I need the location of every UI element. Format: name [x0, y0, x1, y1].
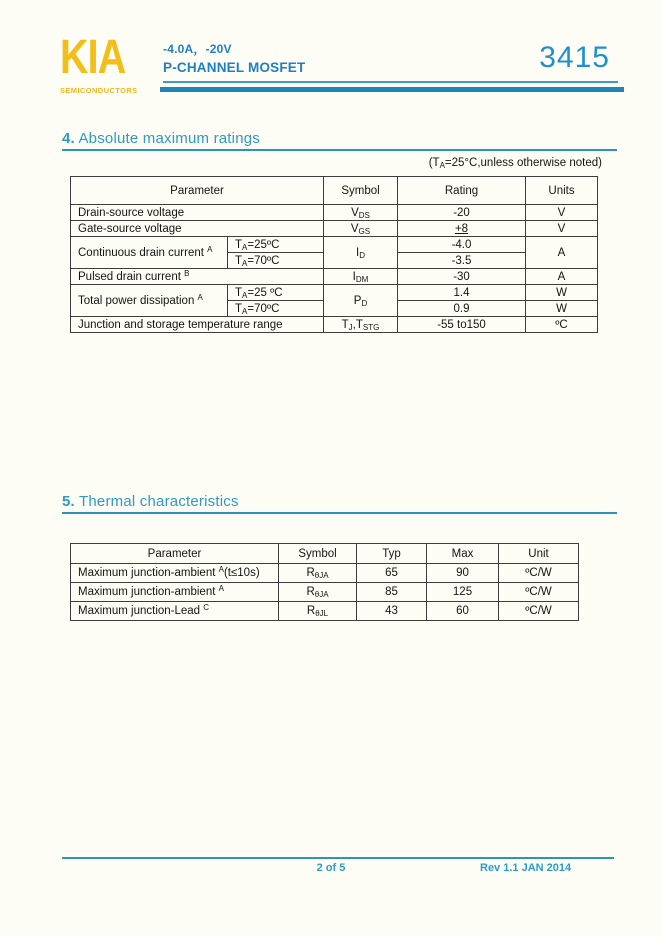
condition-cell: $T_A=70ºC$ — [228, 301, 324, 317]
units-cell: W — [526, 285, 598, 301]
column-header-parameter: Parameter — [71, 544, 279, 564]
table-row — [71, 602, 579, 621]
param-cell: Drain-source voltage — [71, 205, 324, 221]
section-4-title: Absolute maximum ratings — [74, 130, 260, 147]
table-header-row — [71, 177, 598, 205]
param-cell: Maximum junction-ambient $^A$(t≤10s) — [71, 564, 279, 583]
table-row — [71, 317, 598, 333]
page-indicator: 2 of 5 — [316, 862, 346, 874]
condition-cell: $T_A=70ºC$ — [228, 253, 324, 269]
unit-cell: ºC/W — [499, 583, 579, 602]
brand-logo-text: KIA — [60, 31, 126, 84]
symbol-cell: $V_{GS}$ — [324, 221, 398, 237]
max-cell: 125 — [427, 583, 499, 602]
units-cell: W — [526, 301, 598, 317]
table-row — [71, 205, 598, 221]
column-header-parameter: Parameter — [71, 177, 324, 205]
max-cell: 60 — [427, 602, 499, 621]
param-cell: Continuous drain current $^A$ — [71, 237, 228, 269]
table-header-row — [71, 544, 579, 564]
max-cell: 90 — [427, 564, 499, 583]
column-header-unit: Unit — [499, 544, 579, 564]
conditions-note: ($T_A=25^\circ C,unless$ otherwise noted) — [428, 157, 602, 170]
rating-cell: -3.5 — [398, 253, 526, 269]
table-row — [71, 583, 579, 602]
column-header-units: Units — [526, 177, 598, 205]
table-row — [71, 237, 598, 253]
param-cell: Maximum junction-Lead $^C$ — [71, 602, 279, 621]
section-4-heading — [62, 130, 260, 147]
device-rating-line: -4.0A，-20V — [163, 42, 232, 56]
param-cell: Gate-source voltage — [71, 221, 324, 237]
symbol-cell: $V_{DS}$ — [324, 205, 398, 221]
symbol-cell: $I_{DM}$ — [324, 269, 398, 285]
param-cell: Maximum junction-ambient $^A$ — [71, 583, 279, 602]
column-header-typ: Typ — [357, 544, 427, 564]
footer-rule — [62, 857, 614, 859]
units-cell: V — [526, 221, 598, 237]
column-header-symbol: Symbol — [279, 544, 357, 564]
brand-logo-subtext: SEMICONDUCTORS — [60, 86, 138, 95]
revision-label: Rev 1.1 JAN 2014 — [480, 862, 572, 874]
rating-cell: -30 — [398, 269, 526, 285]
units-cell: V — [526, 205, 598, 221]
typ-cell: 85 — [357, 583, 427, 602]
typ-cell: 43 — [357, 602, 427, 621]
header-rule-thin — [163, 81, 618, 83]
unit-cell: ºC/W — [499, 602, 579, 621]
section-5-heading — [62, 493, 239, 510]
part-number: 3415 — [539, 41, 610, 74]
table-row — [71, 285, 598, 301]
rating-cell: -4.0 — [398, 237, 526, 253]
rating-cell: 0.9 — [398, 301, 526, 317]
rating-cell: -55 to150 — [398, 317, 526, 333]
condition-cell: $T_A=25ºC$ — [228, 237, 324, 253]
symbol-cell: $R_{\theta JA}$ — [279, 564, 357, 583]
condition-cell: $T_A=25$ ºC — [228, 285, 324, 301]
section-5-rule — [62, 512, 617, 514]
table-row — [71, 564, 579, 583]
thermal-characteristics-table — [70, 543, 579, 621]
brand-logo — [60, 31, 160, 95]
param-cell: Junction and storage temperature range — [71, 317, 324, 333]
header-device-summary — [163, 40, 305, 75]
column-header-rating: Rating — [398, 177, 526, 205]
param-cell: Pulsed drain current $^B$ — [71, 269, 324, 285]
rating-cell: 1.4 — [398, 285, 526, 301]
column-header-max: Max — [427, 544, 499, 564]
units-cell: A — [526, 237, 598, 269]
symbol-cell: $I_D$ — [324, 237, 398, 269]
table-row — [71, 269, 598, 285]
column-header-symbol: Symbol — [324, 177, 398, 205]
section-4-number: 4. — [62, 130, 75, 147]
rating-cell: +8 — [398, 221, 526, 237]
symbol-cell: $P_D$ — [324, 285, 398, 317]
device-type-line: P-CHANNEL MOSFET — [163, 60, 306, 75]
header-rule-thick — [160, 87, 624, 92]
param-cell: Total power dissipation $^A$ — [71, 285, 228, 317]
unit-cell: ºC/W — [499, 564, 579, 583]
symbol-cell: $R_{\theta JL}$ — [279, 602, 357, 621]
absolute-maximum-ratings-table — [70, 176, 598, 333]
section-5-title: Thermal characteristics — [74, 493, 239, 510]
units-cell: ºC — [526, 317, 598, 333]
section-4-rule — [62, 149, 617, 151]
symbol-cell: $T_J,T_{STG}$ — [324, 317, 398, 333]
rating-cell: -20 — [398, 205, 526, 221]
table-row — [71, 221, 598, 237]
typ-cell: 65 — [357, 564, 427, 583]
units-cell: A — [526, 269, 598, 285]
section-5-number: 5. — [62, 493, 75, 510]
symbol-cell: $R_{\theta JA}$ — [279, 583, 357, 602]
